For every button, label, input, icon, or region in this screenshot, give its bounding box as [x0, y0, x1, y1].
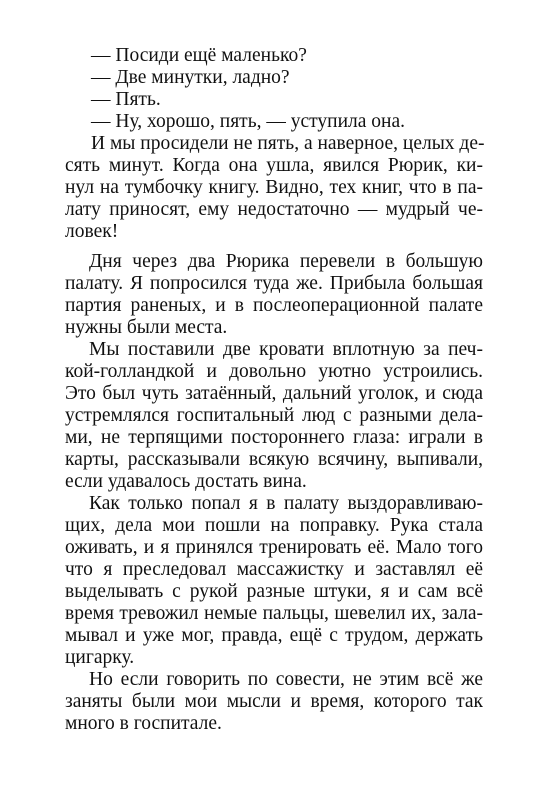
text-line: И мы просидели не пять, а наверное, целых де-: [91, 133, 485, 154]
text-line: Мы поставили две кровати вплотную за печ-: [89, 339, 483, 360]
text-line: время тревожил немые пальцы, шевелил их, зала-: [65, 603, 483, 624]
text-line: Как только попал я в палату выздоравливаю-: [89, 493, 483, 514]
text-line: много в госпитале.: [65, 713, 222, 734]
text-line: — Пять.: [91, 89, 161, 110]
text-line: Это был чуть затаённый, дальний уголок, и сюда: [65, 383, 483, 404]
text-line: лату приносят, ему недостаточно — мудрый че-: [65, 199, 483, 220]
text-line: — Две минутки, ладно?: [91, 67, 290, 88]
text-line: устремлялся госпитальный люд с разными дела-: [65, 405, 483, 426]
text-line: карты, рассказывали всякую всячину, выпивали,: [65, 449, 483, 470]
text-line: палату. Я попросился туда же. Прибыла большая: [65, 273, 483, 294]
text-line: сять минут. Когда она ушла, явился Рюрик, ки-: [65, 155, 483, 176]
text-line: ми, не терпящими постороннего глаза: играли в: [65, 427, 483, 448]
text-line: цигарку.: [65, 647, 135, 668]
text-line: что я преследовал массажистку и заставлял её: [65, 559, 483, 580]
text-line: — Посиди ещё маленько?: [91, 45, 307, 66]
text-line: — Ну, хорошо, пять, — уступила она.: [91, 111, 405, 132]
text-line: Но если говорить по совести, не этим всё же: [89, 669, 483, 690]
text-line: заняты были мои мысли и время, которого так: [65, 691, 483, 712]
text-line: ловек!: [65, 221, 119, 242]
text-line: нужны были места.: [65, 317, 228, 338]
text-line: щих, дела мои пошли на поправку. Рука стала: [65, 515, 483, 536]
text-line: Дня через два Рюрика перевели в большую: [89, 251, 483, 272]
text-line: кой-голландкой и довольно уютно устроились.: [65, 361, 483, 382]
text-line: выделывать с рукой разные штуки, я и сам всё: [65, 581, 483, 602]
text-line: мывал и уже мог, правда, ещё с трудом, держать: [65, 625, 483, 646]
text-line: партия раненых, и в послеоперационной палате: [65, 295, 483, 316]
text-line: нул на тумбочку книгу. Видно, тех книг, что в па-: [65, 177, 483, 198]
text-line: оживать, и я принялся тренировать её. Мало того: [65, 537, 483, 558]
text-line: если удавалось достать вина.: [65, 471, 307, 492]
